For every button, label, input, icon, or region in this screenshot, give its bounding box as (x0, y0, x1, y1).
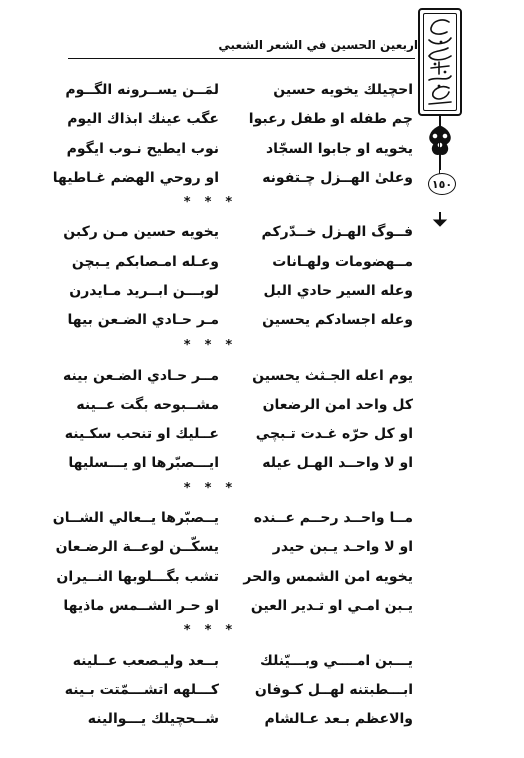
stanza-separator: *** (183, 481, 247, 496)
verse-line: لمَــن يســرونه الگــوم (65, 82, 219, 98)
verse-line: يوم اعله الجـثث يحسين (252, 368, 413, 384)
verse-line: تشب بگـــلوبها النــيران (56, 569, 219, 585)
verse-line: مــا واحــد رحــم عــنده (253, 510, 413, 526)
verse-line: کـــلهه اتشـــمّتت بـينه (64, 682, 219, 698)
verse-line: مشــبوحه بگت عــينه (76, 397, 219, 413)
stanza-separator: *** (183, 338, 247, 353)
verse-line: وعله السير حادي البل (263, 283, 413, 299)
verse-line: يخويه او جابوا السجّاد (265, 141, 413, 157)
verse-line: يخويه حسين مـن رکبن (63, 224, 219, 240)
verse-line: مــهضومات ولهـانات (272, 254, 413, 270)
verse-line: والاعظم بـعد عـالشام (264, 711, 413, 727)
verse-line: يـبن امـي او تـدير العين (250, 598, 413, 614)
verse-line: او لا واحــد الهـل عيله (262, 455, 413, 471)
verse-line: او کل حرّه غـدت تـبچي (255, 426, 413, 442)
verse-line: ايـــصبّرها او يـــسليها (68, 455, 219, 471)
verse-line: يخويه امن الشمس والحر (243, 569, 413, 585)
verse-line: شــحچيلك يـــوالينه (87, 711, 219, 727)
stanza-separator: *** (183, 623, 247, 638)
verse-line: مــر حـادي الضـعن بينه (62, 368, 219, 384)
verse-line: احچيلك يخويه حسين (273, 82, 413, 98)
verse-line: او روحي الهضم غـاطيها (52, 170, 219, 186)
verse-line: لوبـــن ابــريد مـايدرن (69, 283, 219, 299)
verse-line: ابـــطبتنه لهــل كـوفان (254, 682, 413, 698)
verse-line: کل واحد امن الرضعان (262, 397, 413, 413)
verse-line: چم طفله او طفل رعبوا (248, 111, 413, 127)
verse-line: او حـر الشــمس ماذيها (63, 598, 219, 614)
verse-line: عگب عينك ابذاك اليوم (67, 111, 219, 127)
verse-line: يـــبن امــــي وبـــيّنلك (260, 653, 413, 669)
running-header-title: اربعين الحسين في الشعر الشعبي (218, 38, 418, 52)
verse-line: وعله اجسادكم يحسين (262, 312, 413, 328)
verse-line: فــوگ الهـزل خــدّرکم (261, 224, 413, 240)
verse-line: وعـله امـصابكم يـبچن (71, 254, 219, 270)
verse-line: بــعد وليـصعب عــلينه (72, 653, 219, 669)
verse-line: مـر حـادي الضـعن بيها (67, 312, 219, 328)
page-number: ١٥٠ (428, 173, 456, 195)
verse-line: عــليك او تنحب سكـينه (64, 426, 219, 442)
verse-line: او لا واحـد يـبن حيدر (272, 539, 413, 555)
stanza-separator: *** (183, 195, 247, 210)
verse-line: يــصبّرها يــعالي الشــان (52, 510, 219, 526)
verse-line: نوب ايطيح نـوب ايگوم (66, 141, 219, 157)
verse-line: وعلىٰ الهــزل چـتفونه (262, 170, 413, 186)
verse-line: يسكّــن لوعــة الرضـعان (55, 539, 219, 555)
